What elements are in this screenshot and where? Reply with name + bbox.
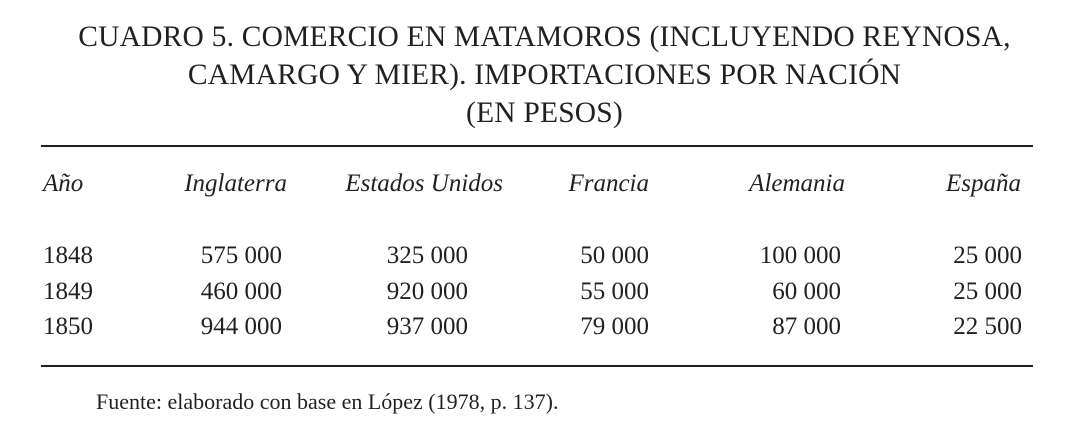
cell-year: 1848	[43, 242, 93, 269]
header-espana: España	[946, 170, 1021, 197]
cell-alemania: 100 000	[759, 242, 841, 269]
table-bottom-rule	[41, 365, 1033, 367]
cell-espana: 25 000	[953, 278, 1022, 305]
cell-espana: 22 500	[953, 313, 1022, 340]
source-note: Fuente: elaborado con base en López (1978, p. 137).	[96, 389, 559, 414]
cell-francia: 55 000	[580, 278, 649, 305]
header-francia: Francia	[568, 170, 649, 197]
cell-estados-unidos: 937 000	[386, 313, 468, 340]
cell-year: 1850	[43, 313, 93, 340]
header-inglaterra: Inglaterra	[184, 170, 287, 197]
cell-inglaterra: 944 000	[200, 313, 282, 340]
cell-estados-unidos: 920 000	[386, 278, 468, 305]
cell-espana: 25 000	[953, 242, 1022, 269]
header-year: Año	[43, 170, 84, 197]
cell-inglaterra: 575 000	[200, 242, 282, 269]
table-title	[0, 18, 1089, 132]
cell-inglaterra: 460 000	[200, 278, 282, 305]
cell-francia: 50 000	[580, 242, 649, 269]
table-top-rule	[41, 145, 1033, 147]
cell-alemania: 60 000	[772, 278, 841, 305]
cell-alemania: 87 000	[772, 313, 841, 340]
table-title-line-2: CAMARGO Y MIER). IMPORTACIONES POR NACIÓN	[187, 59, 902, 91]
cell-year: 1849	[43, 278, 93, 305]
table-title-line-1: CUADRO 5. COMERCIO EN MATAMOROS (INCLUYENDO REYNOSA,	[78, 21, 1011, 53]
table-title-line-3: (EN PESOS)	[466, 97, 623, 129]
header-estados-unidos: Estados Unidos	[345, 170, 503, 197]
cell-francia: 79 000	[580, 313, 649, 340]
header-alemania: Alemania	[749, 170, 845, 197]
cell-estados-unidos: 325 000	[386, 242, 468, 269]
